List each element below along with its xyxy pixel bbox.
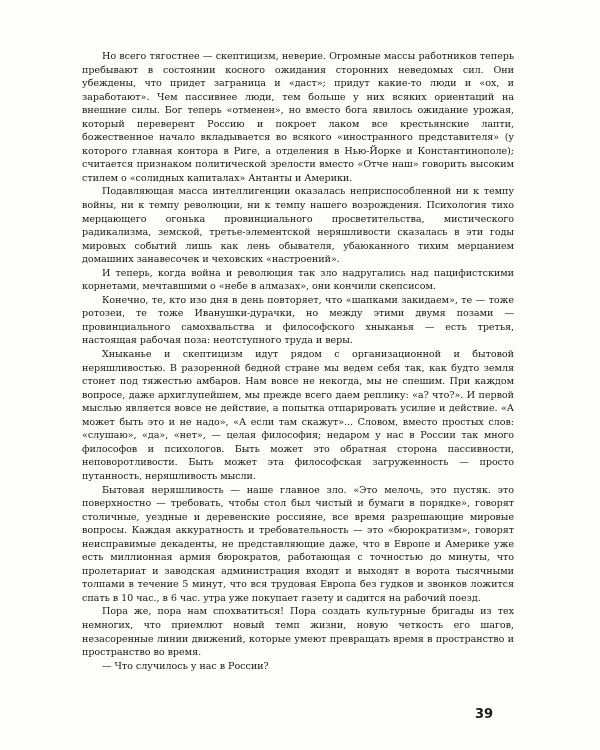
body-text xyxy=(82,50,514,673)
paragraph-6: Бытовая неряшливость — наше главное зло. «Это мелочь, это пустяк. это поверхностно — требовать, чтобы стол был чистый и бумаги в порядке», говорят столичные, уездные и деревенские россияне, все время разрешающие мировые вопросы. Каждая аккуратность и требовательность — это «бюрократизм», говорят неисправимые декаденты, не представляющие даже, что в Европе и Америке уже есть миллионная армия бюрократов, работающая с точностью до минуты, что пролетариат и заводская администрация входят и выходят в ворота тысячными толпами в течение 5 минут, что вся трудовая Европа без гудков и звонков ложится спать в 10 час., в 6 час. утра уже покупает газету и садится на рабочий поезд. xyxy=(82,484,514,604)
paragraph-8: — Что случилось у нас в России? xyxy=(102,660,269,672)
paragraph-1: Но всего тягостнее — скептицизм, неверие. Огромные массы работников теперь пребывают в состоянии косного ожидания сторонних неведомых сил. Они убеждены, что придет заграница и «даст»; придут какие-то люди и «ох, и заработают». Чем пассивнее люди, тем больше у них всяких ориентаций на внешние силы. Бог теперь «отменен», но вместо бога явилось ожидание урожая, который переверент Россию и покроет лаком все крестьянские лапти, божественное начало вкладывается во всякого «иностранного представителя» (у которого главная контора в Риге, а отделения в Нью-Йорке и Константинополе); считается признаком политической зрелости вместо «Отче наш» говорить высоким стилем о «солидных капиталах» Антанты и Америки. xyxy=(82,51,514,184)
paragraph-2: Подавляющая масса интеллигенции оказалась неприспособленной ни к темпу войны, ни к темпу революции, ни к темпу нашего возрождения. Психология тихо мерцающего огонька провинциального просветительства, мистического радикализма, земской, третье-элементской неряшливости сказалась в эти годы мировых событий лишь как лень обывателя, убаюканного тихим мерцанием домашних занавесочек и чеховских «настроений». xyxy=(82,186,514,266)
page-number: 39 xyxy=(475,707,494,722)
paragraph-3: И теперь, когда война и революция так зло надругались над пацифистскими корнетами, мечтавшими о «небе в алмазах», они кончили скепсисом. xyxy=(82,267,514,293)
paragraph-4: Конечно, те, кто изо дня в день повторяет, что «шапками закидаем», те — тоже ротозеи, те тоже Иванушки-дурачки, но между этими двумя позами — провинциального самохвальства и философского хныканья — есть третья, настоящая рабочая поза: неотступного труда и веры. xyxy=(82,294,514,347)
paragraph-5: Хныканье и скептицизм идут рядом с организационной и бытовой неряшливостью. В разоренной бедной стране мы ведем себя так, как будто земля стонет под тяжестью амбаров. Нам вовсе не некогда, мы не спешим. При каждом вопросе, даже архиглупейшем, мы прежде всего даем реплику: «а? что?». И первой мыслью является вовсе не действие, а попытка отпарировать усилие и действие. «А может быть это и не надо», «А если там скажут»... Словом, вместо простых слов: «слушаю», «да», «нет», — целая философия; недаром у нас в России так много философов и психологов. Быть может это обратная сторона пассивности, неповоротливости. Быть может эта философская загруженность — просто путанность, неряшливость мысли. xyxy=(82,349,514,482)
paragraph-7: Пора же, пора нам спохватиться! Пора создать культурные бригады из тех немногих, что приемлют новый темп жизни, новую четкость его шагов, незасоренные линии движений, которые умеют превращать время в пространство и пространство во время. xyxy=(82,606,514,659)
